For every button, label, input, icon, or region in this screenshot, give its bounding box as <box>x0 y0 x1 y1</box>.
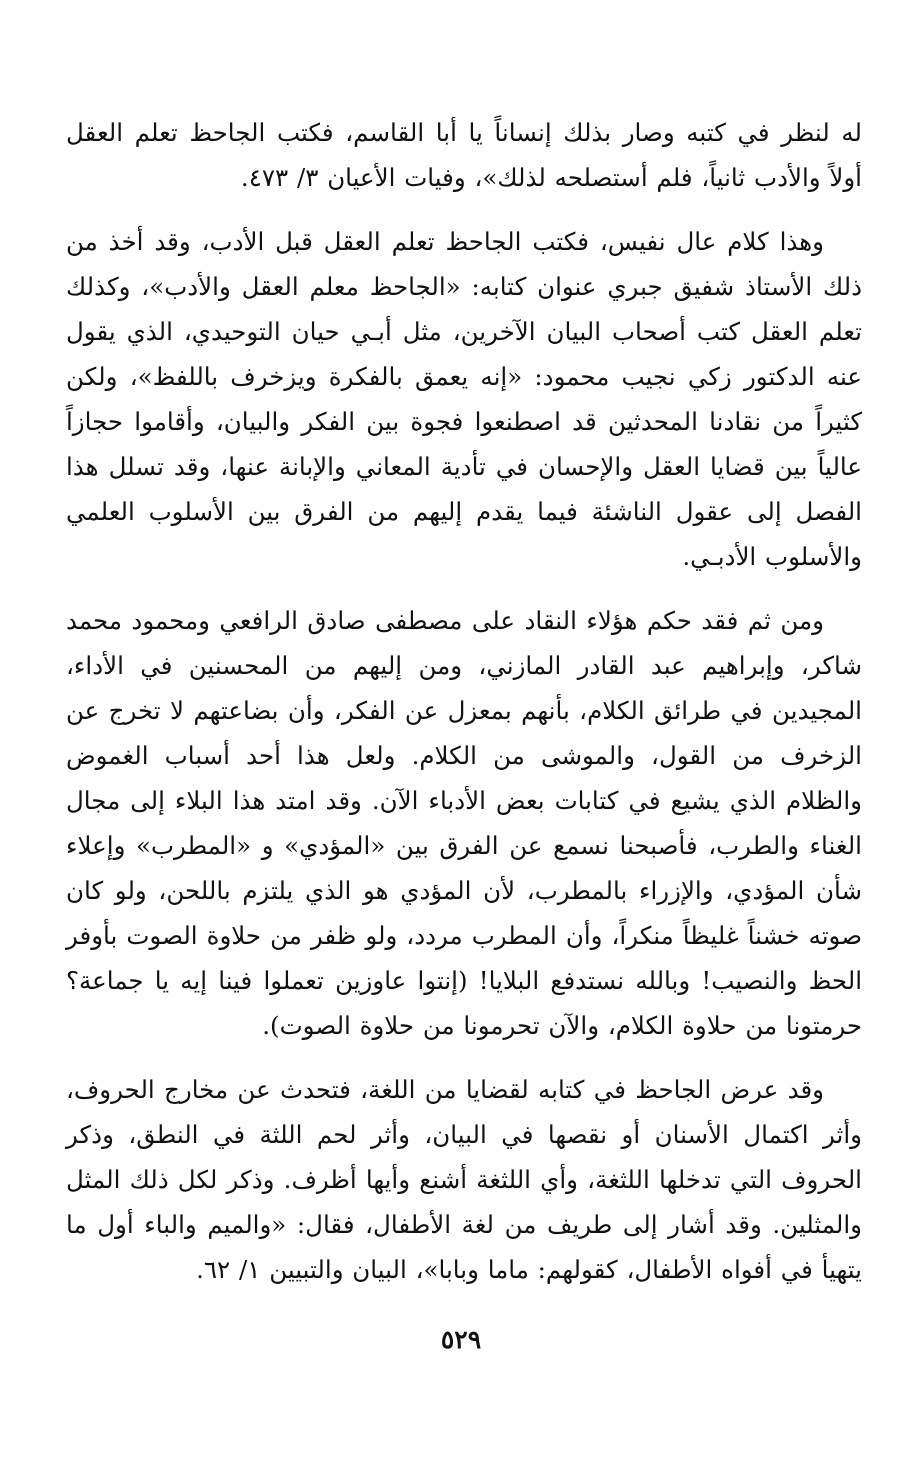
paragraph-aljahiz-intellect: وهذا كلام عال نفيس، فكتب الجاحظ تعلم العقل قبل الأدب، وقد أخذ من ذلك الأستاذ شفيق جبري عنوان كتابه: «الجاحظ معلم العقل والأدب»، وكذلك تعلم العقل كتب أصحاب البيان الآخرين، مثل أبـي حيان التوحيدي، الذي يقول عنه الدكتور زكي نجيب محمود: «إنه يعمق بالفكرة ويزخرف باللفظ»، ولكن كثيراً من نقادنا المحدثين قد اصطنعوا فجوة بين الفكر والبيان، وأقاموا حجازاً عالياً بين قضايا العقل والإحسان في تأدية المعاني والإبانة عنها، وقد تسلل هذا الفصل إلى عقول الناشئة فيما يقدم إليهم من الفرق بين الأسلوب العلمي والأسلوب الأدبـي. <box>66 227 862 571</box>
paragraph-footnote-continuation: له لنظر في كتبه وصار بذلك إنساناً يا أبا القاسم، فكتب الجاحظ تعلم العقل أولاً والأدب ثانياً، فلم أستصلحه لذلك»، وفيات الأعيان ٣/ ٤٧٣. <box>66 118 862 192</box>
paragraph-language-issues: وقد عرض الجاحظ في كتابه لقضايا من اللغة، فتحدث عن مخارج الحروف، وأثر اكتمال الأسنان أو نقصها في البيان، وأثر لحم اللثة في النطق، وذكر الحروف التي تدخلها اللثغة، وأي اللثغة أشنع وأيها أظرف. وذكر لكل ذلك المثل والمثلين. وقد أشار إلى طريف من لغة الأطفال، فقال: «والميم والباء أول ما يتهيأ في أفواه الأطفال، كقولهم: ماما وبابا»، البيان والتبيين ١/ ٦٢. <box>66 1075 862 1284</box>
page-body <box>66 110 862 1292</box>
page-number: ٥٢٩ <box>440 1325 482 1354</box>
paragraph-critics-judgment: ومن ثم فقد حكم هؤلاء النقاد على مصطفى صادق الرافعي ومحمود محمد شاكر، وإبراهيم عبد القادر المازني، ومن إليهم من المحسنين في الأداء، المجيدين في طرائق الكلام، بأنهم بمعزل عن الفكر، وأن بضاعتهم لا تخرج عن الزخرف من القول، والموشى من الكلام. ولعل هذا أحد أسباب الغموض والظلام الذي يشيع في كتابات بعض الأدباء الآن. وقد امتد هذا البلاء إلى مجال الغناء والطرب، فأصبحنا نسمع عن الفرق بين «المؤدي» و «المطرب» وإعلاء شأن المؤدي، والإزراء بالمطرب، لأن المؤدي هو الذي يلتزم باللحن، ولو كان صوته خشناً غليظاً منكراً، وأن المطرب مردد، ولو ظفر من حلاوة الصوت بأوفر الحظ والنصيب! وبالله نستدفع البلايا! (إنتوا عاوزين تعملوا فينا إيه يا جماعة؟ حرمتونا من حلاوة الكلام، والآن تحرمونا من حلاوة الصوت). <box>66 606 862 1040</box>
